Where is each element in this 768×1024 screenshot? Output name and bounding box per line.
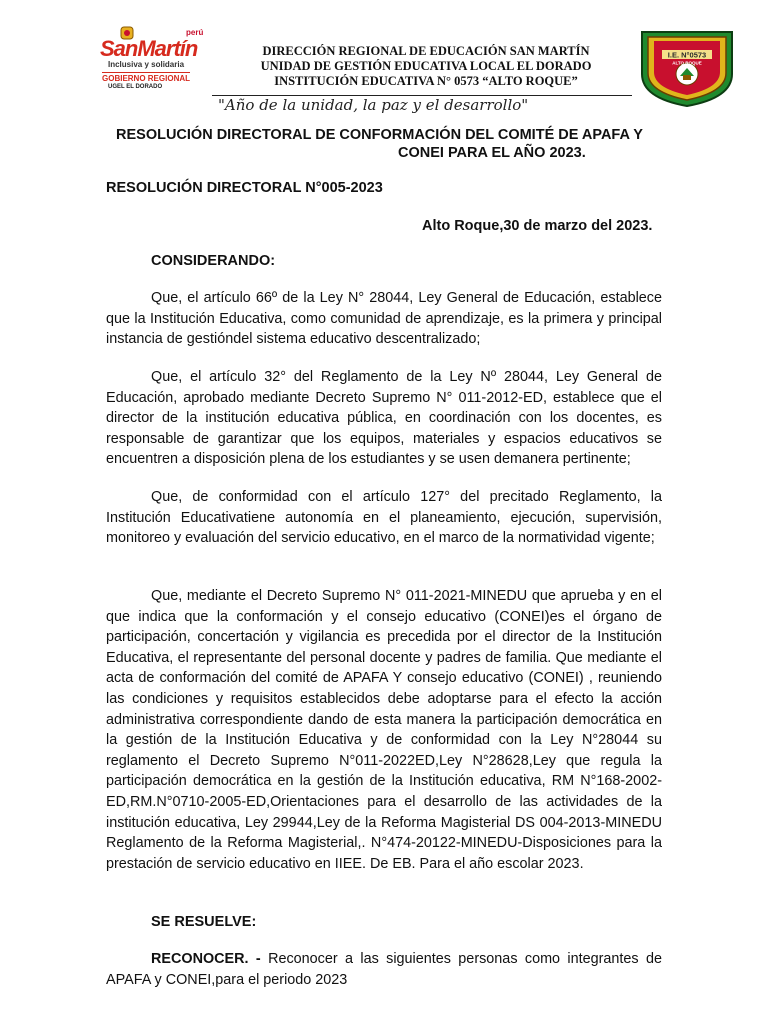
paragraph-2-text: Que, el artículo 32° del Reglamento de la Ley Nº 28044, Ley General de Educación, aprobado mediante Decreto Supremo N° 011-2012-ED, establece que el director de la institución educativa pública, en coordinación con los docentes, es responsable de garantizar que los equipos, materiales y espacios educativos se encuentren a disposición plena de los estudiantes y se usen demanera pertinente; xyxy=(106,369,662,468)
logo-gobierno-text: GOBIERNO REGIONAL xyxy=(102,74,191,83)
reconocer-text: Reconocer a las siguientes personas como integrantes de APAFA y CONEI,para el periodo 2023 xyxy=(106,951,662,988)
title-line-2: CONEI PARA EL AÑO 2023. xyxy=(398,145,586,161)
paragraph-2 xyxy=(106,367,662,470)
paragraph-3 xyxy=(106,487,662,549)
badge-subtext: ALTO ROQUE xyxy=(672,60,702,66)
gobierno-regional-logo xyxy=(100,28,210,90)
logo-ugel-text: UGEL EL DORADO xyxy=(108,84,163,90)
badge-text: I.E. N°0573 xyxy=(667,50,707,60)
logo-name-text: SanMartín xyxy=(100,36,198,61)
paragraph-4-text: Que, mediante el Decreto Supremo N° 011-2021-MINEDU que aprueba y en el que indica que la conformación y el consejo educativo (CONEI)es el órgano de participación, concertación y vigilancia es precedida por el director de la Institución Educativa, el representante del personal docente y padres de familia. Que mediante el acta de conformación del comité de APAFA Y consejo educativo (CONEI) , reuniendo las condiciones y requisitos establecidos debe adoptarse para el efecto la acción administrativa correspondiente dando de esta manera la participación democrática en la gestión de la Institución Educativa y de conformidad con la Ley N°28044 su reglamento el Decreto Supremo N°011-2022ED,Ley N°28628,Ley que regula la participación democrática en la gestión de la Institución educativa, RM N°168-2002-ED,RM.N°0710-2005-ED,Orientaciones para el desarrollo de las actividades de la institución educativa, Ley 29944,Ley de la Reforma Magisterial DS 004-2013-MINEDU Reglamento de la Reforma Magisterial,. N°474-20122-MINEDU-Disposiciones para la prestación de servicio educativo en IIEE. De EB. Para el año escolar 2023. xyxy=(106,588,662,872)
logo-tagline-text: Inclusiva y solidaria xyxy=(108,60,185,69)
school-shield-icon xyxy=(638,28,736,108)
paragraph-1 xyxy=(106,288,662,350)
header-line-1: DIRECCIÓN REGIONAL DE EDUCACIÓN SAN MARTÍN xyxy=(262,44,590,58)
institution-header xyxy=(226,44,626,89)
document-date: Alto Roque,30 de marzo del 2023. xyxy=(422,218,653,234)
header-line-2: UNIDAD DE GESTIÓN EDUCATIVA LOCAL EL DORADO xyxy=(260,59,592,73)
logo-peru-text: perú xyxy=(186,28,204,37)
paragraph-1-text: Que, el artículo 66º de la Ley N° 28044, Ley General de Educación, establece que la Institución Educativa, como comunidad de aprendizaje, es la primera y principal instancia de gestióndel sistema educativo descentralizado; xyxy=(106,290,662,348)
considerando-heading: CONSIDERANDO: xyxy=(151,253,276,269)
school-badge-logo xyxy=(638,28,736,108)
title-line-1: RESOLUCIÓN DIRECTORAL DE CONFORMACIÓN DEL COMITÉ DE APAFA Y xyxy=(116,127,643,143)
year-motto: "Año de la unidad, la paz y el desarrollo" xyxy=(218,96,529,114)
se-resuelve-heading: SE RESUELVE: xyxy=(151,914,257,930)
reconocer-keyword: RECONOCER. - xyxy=(151,951,261,967)
paragraph-3-text: Que, de conformidad con el artículo 127° del precitado Reglamento, la Institución Educativatiene autonomía en el planeamiento, ejecución, supervisión, monitoreo y evaluación del servicio educativo, en el marco de la normatividad vigente; xyxy=(106,489,662,547)
resolution-number: RESOLUCIÓN DIRECTORAL N°005-2023 xyxy=(106,180,383,196)
paragraph-4 xyxy=(106,586,662,874)
header-line-3: INSTITUCIÓN EDUCATIVA N° 0573 “ALTO ROQUE” xyxy=(274,74,578,88)
reconocer-paragraph xyxy=(106,949,662,990)
document-title xyxy=(116,126,676,162)
